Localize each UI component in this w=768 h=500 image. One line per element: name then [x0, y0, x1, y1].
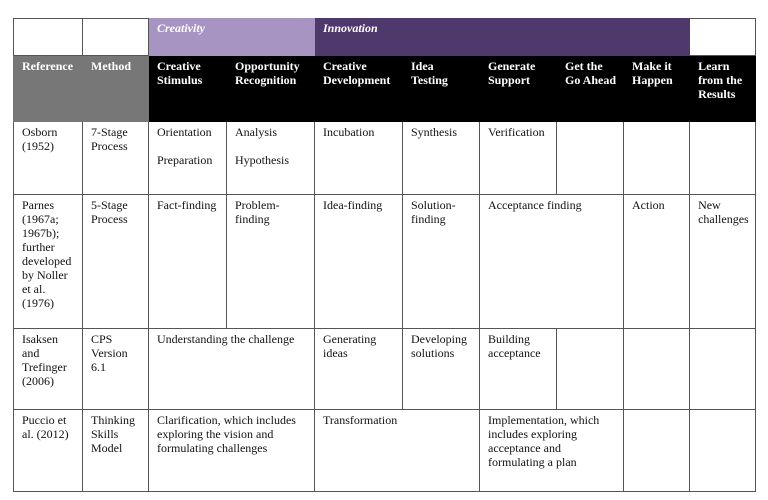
- table-cell: Building acceptance: [480, 329, 557, 410]
- table-row: [14, 410, 756, 492]
- table-cell: [557, 329, 624, 410]
- column-header: Idea Testing: [403, 56, 480, 122]
- column-header-row: [14, 56, 756, 122]
- table-cell: Clarification, which includes exploring the vision and formulating challenges: [149, 410, 315, 492]
- table-row: [14, 329, 756, 410]
- table-cell: [690, 410, 756, 492]
- table-cell: Acceptance finding: [480, 195, 624, 329]
- column-header: Method: [83, 56, 149, 122]
- table-cell: Idea-finding: [315, 195, 403, 329]
- column-header: Creative Stimulus: [149, 56, 227, 122]
- table-cell: Action: [624, 195, 690, 329]
- table-cell: [624, 410, 690, 492]
- creativity-innovation-process-table: [13, 18, 756, 492]
- column-header: Opportunity Recognition: [227, 56, 315, 122]
- group-header-innovation: Innovation: [315, 19, 690, 56]
- table-cell: Verification: [480, 122, 557, 195]
- table-cell: Analysis Hypothesis: [227, 122, 315, 195]
- table-cell: Synthesis: [403, 122, 480, 195]
- table-cell: Fact-finding: [149, 195, 227, 329]
- table-cell: New challenges: [690, 195, 756, 329]
- column-header: Generate Support: [480, 56, 557, 122]
- group-header-row: [14, 19, 756, 56]
- table-cell: [690, 122, 756, 195]
- table-cell: Puccio et al. (2012): [14, 410, 83, 492]
- table-cell: Thinking Skills Model: [83, 410, 149, 492]
- table-cell: Generating ideas: [315, 329, 403, 410]
- table-cell: Isaksen and Trefinger (2006): [14, 329, 83, 410]
- group-header-blank: [83, 19, 149, 56]
- table-cell: Understanding the challenge: [149, 329, 315, 410]
- table-cell: Osborn (1952): [14, 122, 83, 195]
- table-cell: [624, 122, 690, 195]
- group-header-blank: [690, 19, 756, 56]
- column-header: Reference: [14, 56, 83, 122]
- table-cell: [624, 329, 690, 410]
- table-cell: Solution-finding: [403, 195, 480, 329]
- table-row: [14, 122, 756, 195]
- column-header: Make it Happen: [624, 56, 690, 122]
- column-header: Get the Go Ahead: [557, 56, 624, 122]
- column-header: Creative Development: [315, 56, 403, 122]
- table-cell: Developing solutions: [403, 329, 480, 410]
- group-header-creativity: Creativity: [149, 19, 315, 56]
- table-cell: 7-Stage Process: [83, 122, 149, 195]
- table-cell: Problem-finding: [227, 195, 315, 329]
- table-cell: CPS Version 6.1: [83, 329, 149, 410]
- table-cell: Implementation, which includes exploring acceptance and formulating a plan: [480, 410, 624, 492]
- table-cell: 5-Stage Process: [83, 195, 149, 329]
- table-cell: Incubation: [315, 122, 403, 195]
- table-cell: Orientation Preparation: [149, 122, 227, 195]
- table-cell: [690, 329, 756, 410]
- table-cell: [557, 122, 624, 195]
- table-cell: Transformation: [315, 410, 480, 492]
- column-header: Learn from the Results: [690, 56, 756, 122]
- table-cell: Parnes (1967a; 1967b); further developed by Noller et al. (1976): [14, 195, 83, 329]
- table-row: [14, 195, 756, 329]
- group-header-blank: [14, 19, 83, 56]
